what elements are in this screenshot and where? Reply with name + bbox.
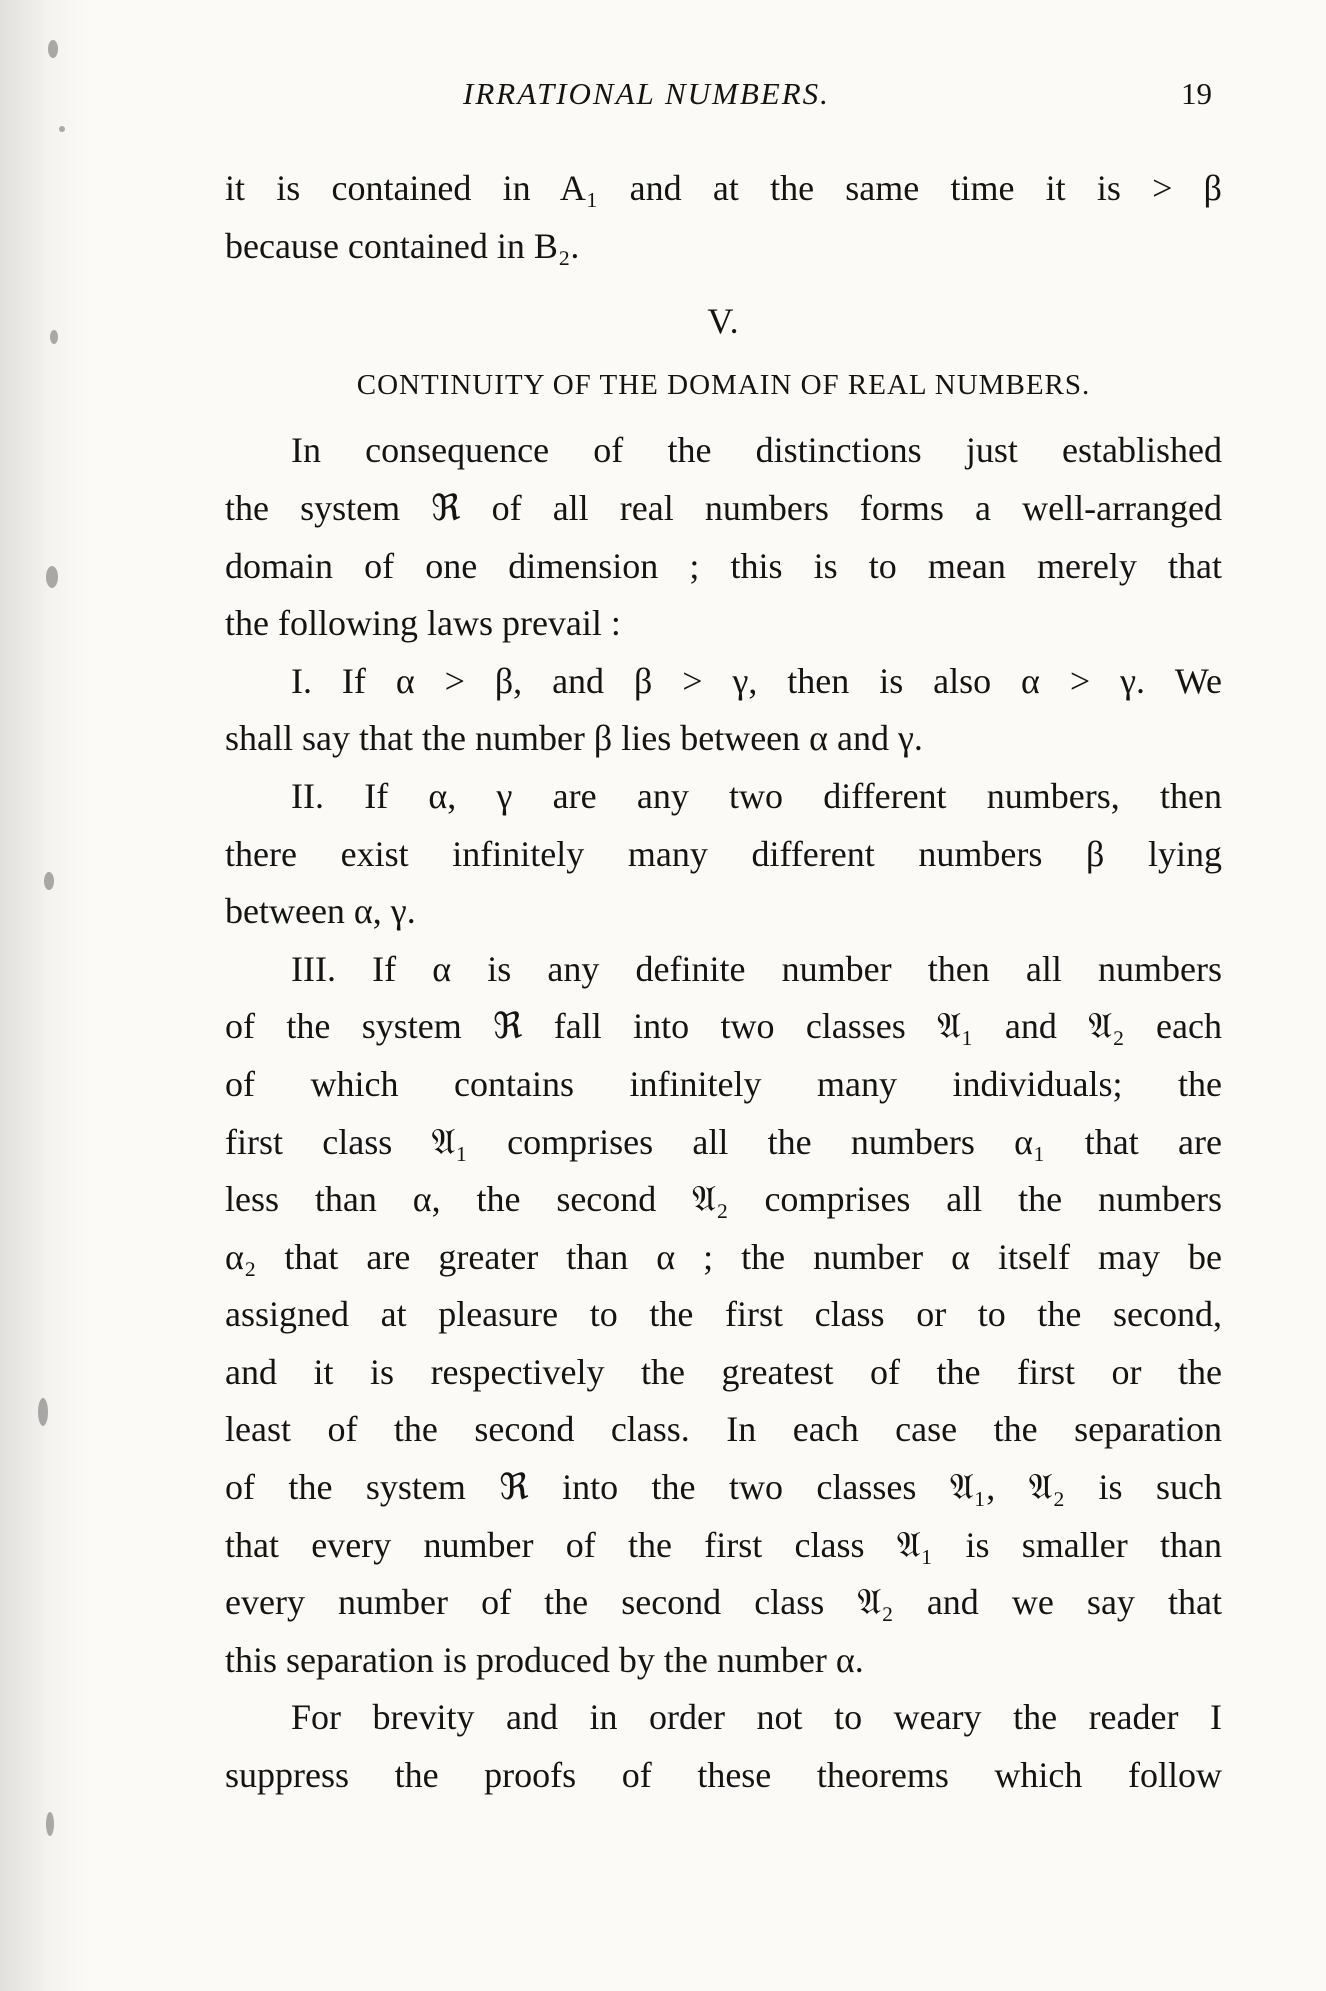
scan-speck (48, 40, 58, 58)
text-line: between α, γ. (225, 891, 416, 932)
text-line: α₂ that are greater than α ; the number α itself may be (225, 1236, 1222, 1277)
scan-artifacts (10, 0, 80, 1991)
text-line: first class 𝔄₁ comprises all the numbers α₁ that are (225, 1121, 1222, 1162)
page-body (225, 160, 1222, 1805)
text-line: suppress the proofs of these theorems which follow (225, 1755, 1222, 1796)
section-number: V. (707, 301, 740, 342)
scan-speck (50, 330, 58, 344)
text-line: assigned at pleasure to the first class or to the second, (225, 1294, 1222, 1335)
scan-speck (44, 872, 54, 890)
section-title: CONTINUITY OF THE DOMAIN OF REAL NUMBERS. (356, 368, 1091, 401)
text-line: For brevity and in order not to weary the reader I (291, 1697, 1222, 1738)
text-line: In consequence of the distinctions just established (291, 430, 1222, 471)
text-line: this separation is produced by the number α. (225, 1639, 864, 1680)
text-line: least of the second class. In each case the separation (225, 1409, 1222, 1450)
text-line: of the system ℜ fall into two classes 𝔄₁ and 𝔄₂ each (225, 1006, 1222, 1047)
text-line: of which contains infinitely many individuals; the (225, 1063, 1222, 1104)
text-line: I. If α > β, and β > γ, then is also α > γ. We (291, 660, 1222, 701)
text-line: the following laws prevail : (225, 603, 621, 644)
running-head (0, 76, 1326, 116)
text-line: and it is respectively the greatest of the first or the (225, 1351, 1222, 1392)
text-line: of the system ℜ into the two classes 𝔄₁, 𝔄₂ is such (225, 1467, 1222, 1508)
text-line: that every number of the first class 𝔄₁ is smaller than (225, 1524, 1222, 1565)
text-line: III. If α is any definite number then all numbers (291, 948, 1222, 989)
text-line: less than α, the second 𝔄₂ comprises all the numbers (225, 1179, 1222, 1220)
text-line: every number of the second class 𝔄₂ and we say that (225, 1582, 1222, 1623)
scan-speck (46, 566, 58, 588)
scan-speck (59, 126, 65, 132)
text-line: it is contained in A₁ and at the same time it is > β (225, 168, 1222, 208)
text-line: shall say that the number β lies between α and γ. (225, 718, 923, 759)
text-line: II. If α, γ are any two different numbers, then (291, 775, 1222, 816)
page-number: 19 (1181, 76, 1212, 111)
text-line: because contained in B₂. (225, 225, 580, 266)
text-line: the system ℜ of all real numbers forms a well-arranged (225, 487, 1222, 528)
text-line: there exist infinitely many different numbers β lying (225, 833, 1222, 874)
scan-speck (46, 1812, 54, 1836)
running-title: IRRATIONAL NUMBERS. (463, 76, 830, 111)
text-line: domain of one dimension ; this is to mean merely that (225, 545, 1222, 586)
scan-speck (38, 1398, 48, 1426)
